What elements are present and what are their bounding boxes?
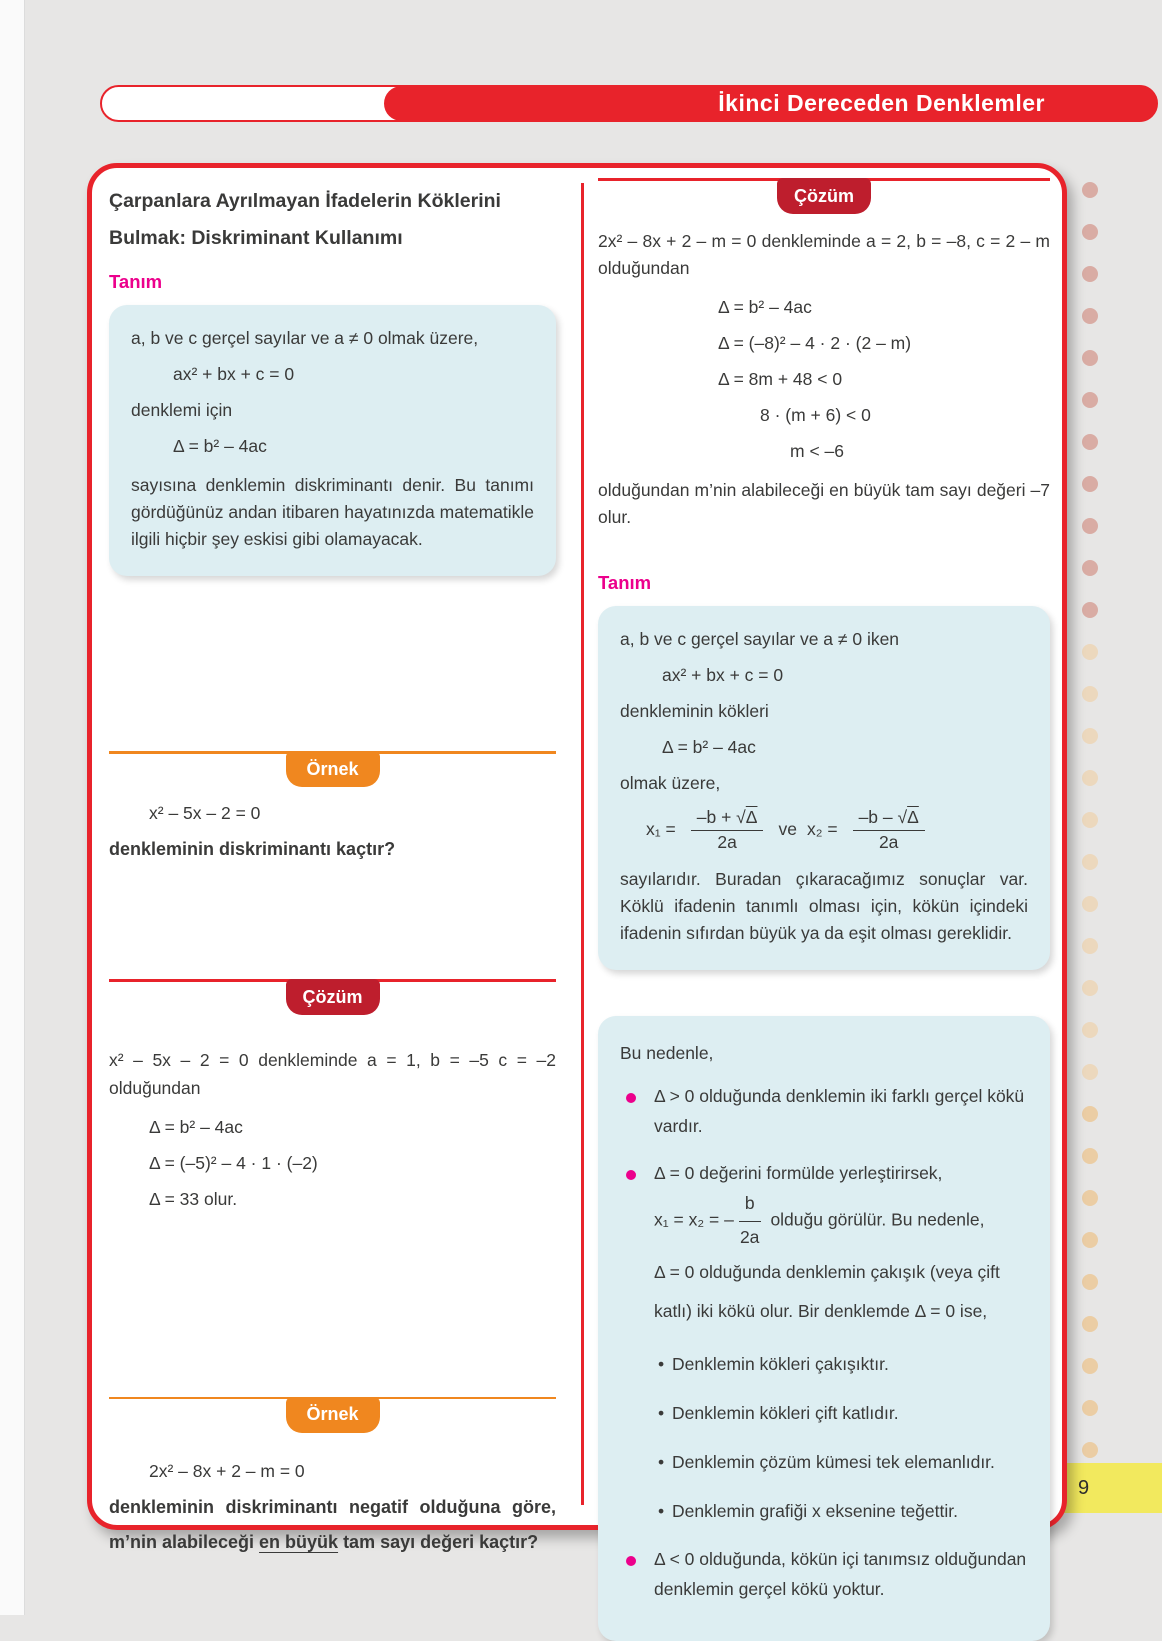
section-title-line2: Bulmak: Diskriminant Kullanımı <box>109 227 403 249</box>
definition-intro: a, b ve c gerçel sayılar ve a ≠ 0 olmak üzere, <box>131 328 479 348</box>
solution-outro: olduğundan m’nin alabileceği en büyük tam sayı değeri –7 olur. <box>598 480 1050 528</box>
definition-box <box>598 606 1050 970</box>
binding-dot <box>1082 980 1098 996</box>
bullet2-line1: Δ = 0 değerini formülde yerleştirirsek, <box>654 1163 943 1184</box>
solution-step: Δ = 33 olur. <box>149 1188 238 1209</box>
bullet2-fraction <box>739 1189 761 1253</box>
solution-step: Δ = b² – 4ac <box>718 297 812 318</box>
binding-dot <box>1082 392 1098 408</box>
bullet2-denominator: 2a <box>739 1226 760 1247</box>
definition-outro: sayısına denklemin diskriminantı denir. Bu tanımı gördüğünüz andan itibaren hayatınızda matematikle ilgili hiçbir şey eskisi gibi olamayacak. <box>131 475 534 550</box>
example-question: denkleminin diskriminantı kaçtır? <box>109 839 396 860</box>
solution-intro: 2x² – 8x + 2 – m = 0 denkleminde a = 2, b = –8, c = 2 – m olduğundan <box>598 231 1050 279</box>
chapter-header <box>100 85 1158 122</box>
definition-outro: sayılarıdır. Buradan çıkaracağımız sonuçlar var. Köklü ifadenin tanımlı olması için, kökün içindeki ifadenin sıfırdan büyük ya da eşit olması gereklidir. <box>620 868 1028 943</box>
binding-dot <box>1082 854 1098 870</box>
solution-step: Δ = (–5)² – 4 · 1 · (–2) <box>149 1152 318 1173</box>
x1-fraction <box>691 807 764 853</box>
notes-bullet: Δ < 0 olduğunda, kökün içi tanımsız olduğundan denklemin gerçel kökü yoktur. <box>620 1545 1028 1605</box>
solution-step: m < –6 <box>790 441 844 462</box>
binding-dot <box>1082 1442 1098 1458</box>
solution-step: Δ = b² – 4ac <box>149 1116 243 1137</box>
binding-dot <box>1082 602 1098 618</box>
bullet2-formula-rhs: olduğu görülür. Bu nedenle, <box>770 1209 985 1230</box>
solution-step: 8 · (m + 6) < 0 <box>760 405 871 426</box>
definition-equation: ax² + bx + c = 0 <box>173 364 295 384</box>
binding-dot <box>1082 812 1098 828</box>
binding-dot <box>1082 560 1098 576</box>
chapter-tab <box>384 86 1157 121</box>
x2-numerator: –b – √ <box>858 806 908 827</box>
example-question <box>109 1490 556 1560</box>
binding-dot <box>1082 1358 1098 1374</box>
solution-tab: Çözüm <box>777 178 871 214</box>
definition-delta: Δ = b² – 4ac <box>662 736 756 757</box>
example-header <box>109 751 556 789</box>
x2-label: x₂ = <box>806 819 838 839</box>
bullet2-formula <box>654 1189 1028 1253</box>
binding-dot <box>1082 1022 1098 1038</box>
definition-equation: ax² + bx + c = 0 <box>662 664 784 685</box>
binding-dot <box>1082 350 1098 366</box>
notes-subitem: • Denklemin grafiği x eksenine teğettir. <box>620 1497 1028 1527</box>
x2-fraction <box>853 807 925 853</box>
root-formulas <box>620 807 1028 853</box>
binding-dot <box>1082 644 1098 660</box>
column-divider <box>581 183 584 1505</box>
question-text: tam sayı değeri kaçtır? <box>338 1531 539 1552</box>
binding-dot <box>1082 1190 1098 1206</box>
roots-connector: ve <box>778 819 797 839</box>
binding-dot <box>1082 896 1098 912</box>
binding-dot <box>1082 938 1098 954</box>
definition-middle: olmak üzere, <box>620 772 721 793</box>
bullet2-formula-lhs: x₁ = x₂ = – <box>654 1209 734 1230</box>
binding-dot <box>1082 686 1098 702</box>
question-underlined: en büyük <box>259 1531 339 1552</box>
binding-dot <box>1082 518 1098 534</box>
x1-numerator: –b + √ <box>696 806 746 827</box>
binding-dot <box>1082 1064 1098 1080</box>
notes-bullet <box>620 1159 1028 1526</box>
binding-dot <box>1082 728 1098 744</box>
binding-dot <box>1082 308 1098 324</box>
solution-step: Δ = 8m + 48 < 0 <box>718 369 843 390</box>
solution-intro: x² – 5x – 2 = 0 denkleminde a = 1, b = –5 c = –2 olduğundan <box>109 1050 556 1098</box>
binding-dot <box>1082 182 1098 198</box>
binding-dot <box>1082 1106 1098 1122</box>
section-title-line1: Çarpanlara Ayrılmayan İfadelerin Köklerini <box>109 190 501 212</box>
definition-box <box>109 305 556 576</box>
chapter-title: İkinci Dereceden Denklemler <box>718 90 1045 116</box>
left-column <box>109 183 556 1560</box>
binding-dot <box>1082 476 1098 492</box>
binding-dot <box>1082 1148 1098 1164</box>
notes-subitem: • Denklemin çözüm kümesi tek elemanlıdır. <box>620 1448 1028 1478</box>
notes-bullet: Δ > 0 olduğunda denklemin iki farklı gerçel kökü vardır. <box>620 1082 1028 1142</box>
binding-dot <box>1082 1274 1098 1290</box>
notes-subitem: • Denklemin kökleri çift katlıdır. <box>620 1399 1028 1429</box>
binding-dot <box>1082 770 1098 786</box>
solution-header <box>109 979 556 1017</box>
page-number-tab <box>1063 1463 1162 1513</box>
page-number: 9 <box>1078 1476 1090 1499</box>
bullet2-body: Δ = 0 olduğunda denklemin çakışık (veya çift katlı) iki kökü olur. Bir denklemde Δ = 0 ise, <box>654 1261 1000 1321</box>
binding-dot <box>1082 1316 1098 1332</box>
section-title <box>109 183 556 257</box>
notes-intro: Bu nedenle, <box>620 1042 714 1063</box>
page-edge-strip <box>0 0 25 1615</box>
x1-radicand: Δ <box>745 806 758 827</box>
solution-tab: Çözüm <box>286 979 380 1015</box>
example-tab: Örnek <box>286 751 380 787</box>
content-frame <box>87 163 1067 1600</box>
right-column <box>598 178 1050 1641</box>
binding-dots <box>1082 182 1098 1458</box>
bullet2-numerator: b <box>739 1189 761 1222</box>
example-equation: x² – 5x – 2 = 0 <box>149 803 261 824</box>
x2-denominator: 2a <box>878 831 899 852</box>
tanim-heading: Tanım <box>109 271 163 292</box>
definition-intro: a, b ve c gerçel sayılar ve a ≠ 0 iken <box>620 628 900 649</box>
x1-label: x₁ = <box>646 819 676 839</box>
notes-subitem: • Denklemin kökleri çakışıktır. <box>620 1350 1028 1380</box>
example-header <box>109 1397 556 1435</box>
binding-dot <box>1082 266 1098 282</box>
example-tab: Örnek <box>286 1397 380 1433</box>
solution-steps <box>109 1117 556 1210</box>
binding-dot <box>1082 224 1098 240</box>
solution-step: Δ = (–8)² – 4 · 2 · (2 – m) <box>718 333 912 354</box>
definition-middle: denkleminin kökleri <box>620 700 769 721</box>
solution-steps <box>598 297 1050 462</box>
tanim-heading: Tanım <box>598 571 652 593</box>
definition-delta: Δ = b² – 4ac <box>173 436 267 456</box>
binding-dot <box>1082 1400 1098 1416</box>
solution-header <box>598 178 1050 216</box>
notes-box <box>598 1016 1050 1641</box>
binding-dot <box>1082 1232 1098 1248</box>
example-equation: 2x² – 8x + 2 – m = 0 <box>149 1460 305 1481</box>
binding-dot <box>1082 434 1098 450</box>
definition-middle: denklemi için <box>131 400 233 420</box>
x2-radicand: Δ <box>907 806 919 827</box>
x1-denominator: 2a <box>717 831 737 852</box>
question-text: denkleminin diskriminantı negatif olduğuna göre, m’nin alabileceği <box>109 1496 556 1552</box>
